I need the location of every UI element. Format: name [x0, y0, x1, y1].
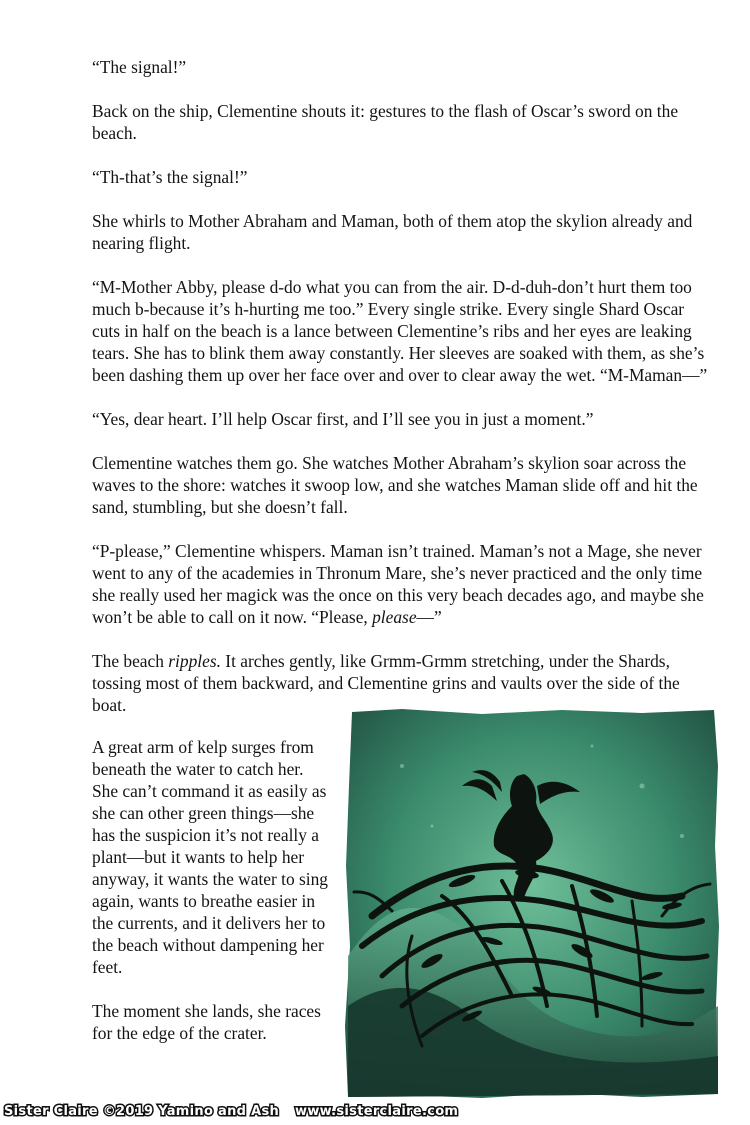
paragraph-10: A great arm of kelp surges from beneath the water to catch her. She can’t command it as easily as she can other green things—she has the suspicion it’s not really a plant—but it wants to help her anyway, it wants the water to sing again, wants to breathe easier in the currents, and it delivers her to the beach without dampening her feet.	[92, 737, 329, 977]
footer-url: www.sisterclaire.com	[295, 1104, 459, 1119]
page-footer	[4, 1104, 474, 1122]
paragraph-8-emphasis: please	[372, 607, 417, 627]
paragraph-2: Back on the ship, Clementine shouts it: gestures to the flash of Oscar’s sword on the beach.	[92, 101, 679, 143]
story-text-main	[92, 56, 712, 738]
paragraph-9-part-b: It arches gently, like Grmm-Grmm stretching, under the Shards, tossing most of them backward, and Clementine grins and vaults over the side of the boat.	[92, 651, 680, 715]
paragraph-6: “Yes, dear heart. I’ll help Oscar first, and I’ll see you in just a moment.”	[92, 409, 594, 429]
paragraph-11: The moment she lands, she races for the edge of the crater.	[92, 1001, 321, 1043]
paragraph-7: Clementine watches them go. She watches Mother Abraham’s skylion soar across the waves to the shore: watches it swoop low, and she watches Maman slide off and hit the sand, stumbling, but she doesn’t fall.	[92, 453, 698, 517]
kelp-wave-illustration	[342, 706, 722, 1100]
paragraph-8	[92, 540, 712, 628]
paragraph-4: She whirls to Mother Abraham and Maman, both of them atop the skylion already and nearing flight.	[92, 211, 693, 253]
paragraph-5: “M-Mother Abby, please d-do what you can from the air. D-d-duh-don’t hurt them too much b-because it’s h-hurting me too.” Every single strike. Every single Shard Oscar cuts in half on the beach is a lance between Clementine’s ribs and her eyes are leaking tears. She has to blink them away constantly. Her sleeves are soaked with them, as she’s been dashing them up over her face over and over to clear away the wet. “M-Maman—”	[92, 277, 708, 385]
footer-credit: Sister Claire ©2019 Yamino and Ash	[4, 1104, 280, 1119]
story-text-side	[92, 736, 330, 1066]
paragraph-8-part-a: “P-please,” Clementine whispers. Maman isn’t trained. Maman’s not a Mage, she never went to any of the academies in Thronum Mare, she’s never practiced and the only time she really used her magick was the once on this very beach decades ago, and maybe she won’t be able to call on it now. “Please,	[92, 541, 704, 627]
paragraph-9-part-a: The beach	[92, 651, 169, 671]
paragraph-3: “Th-that’s the signal!”	[92, 167, 248, 187]
paragraph-8-part-b: —”	[416, 607, 442, 627]
paragraph-1: “The signal!”	[92, 57, 187, 77]
paragraph-9-emphasis: ripples.	[168, 651, 221, 671]
